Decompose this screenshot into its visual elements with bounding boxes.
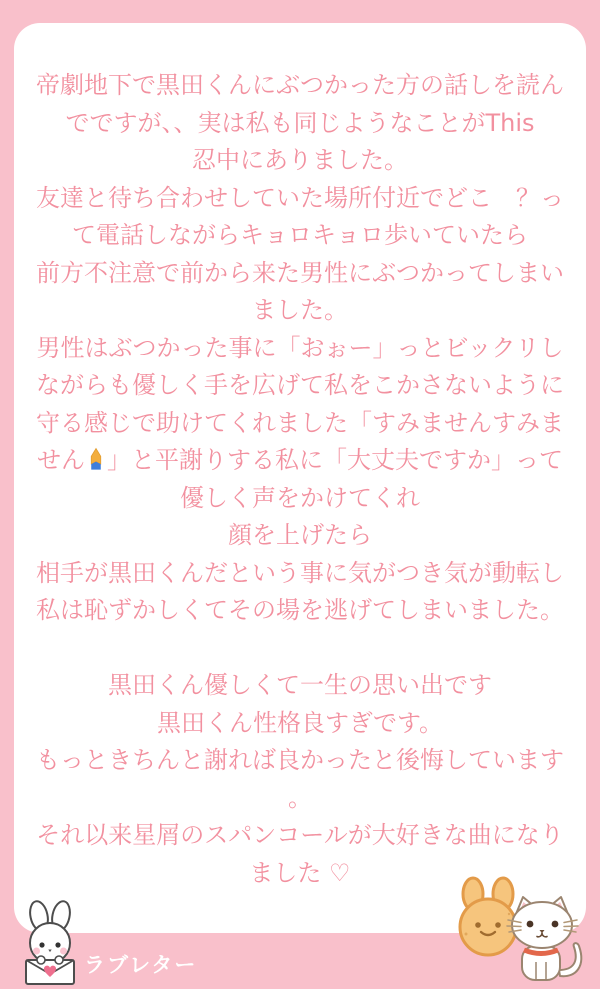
letter-line: て電話しながらキョロキョロ歩いていたら (72, 221, 528, 249)
letter-line: 。 (288, 783, 312, 812)
letter-line: 黒田くん性格良すぎです。 (156, 708, 444, 737)
cat-head (512, 902, 572, 948)
letter-line-heart: ました ♡ (249, 858, 351, 887)
letter-line: 忍中にありました。 (192, 146, 408, 174)
letter-line: 相手が黒田くんだという事に気がつき気が動転し (36, 558, 564, 587)
letter-line-with-emoji: せん 」と平謝りする私に「大丈夫ですか」って (37, 446, 563, 474)
letter-line: 前方不注意で前から来た男性にぶつかってしまい (36, 258, 564, 287)
letter-line: 守る感じで助けてくれました「すみませんすみま (36, 408, 564, 437)
rabbit-letter-icon (12, 900, 90, 986)
letter-line-blank (14, 630, 586, 668)
cat-tail (559, 943, 581, 976)
letter-line: もっときちんと謝れば良かったと後悔しています (36, 746, 564, 774)
letter-line: 黒田くん優しくて一生の思い出です (108, 671, 492, 699)
cat-icon (494, 894, 588, 984)
letter-line: ました。 (252, 296, 348, 324)
letter-line: ながらも優しく手を広げて私をこかさないように (36, 371, 564, 399)
letter-line: それ以来星屑のスパンコールが大好きな曲になり (36, 821, 564, 849)
letter-card (14, 23, 586, 933)
app-label: ラブレター (84, 953, 198, 977)
letter-line: 男性はぶつかった事に「おぉー」っとビックリし (36, 333, 564, 362)
rabbit-head (30, 923, 70, 963)
letter-line: 私は恥ずかしくてその場を逃げてしまいました。 (36, 596, 564, 624)
letter-body (14, 67, 586, 892)
letter-line: 顔を上げたら (228, 521, 372, 549)
folded-hands-emoji (85, 447, 107, 472)
letter-line: でですが、、実は私も同じようなことがThis (65, 108, 535, 137)
letter-line: 優しく声をかけてくれ (180, 483, 420, 512)
letter-line: 帝劇地下で黒田くんにぶつかった方の話しを読ん (36, 71, 564, 99)
letter-line: 友達と待ち合わせしていた場所付近でどこ ？っ (36, 183, 564, 212)
